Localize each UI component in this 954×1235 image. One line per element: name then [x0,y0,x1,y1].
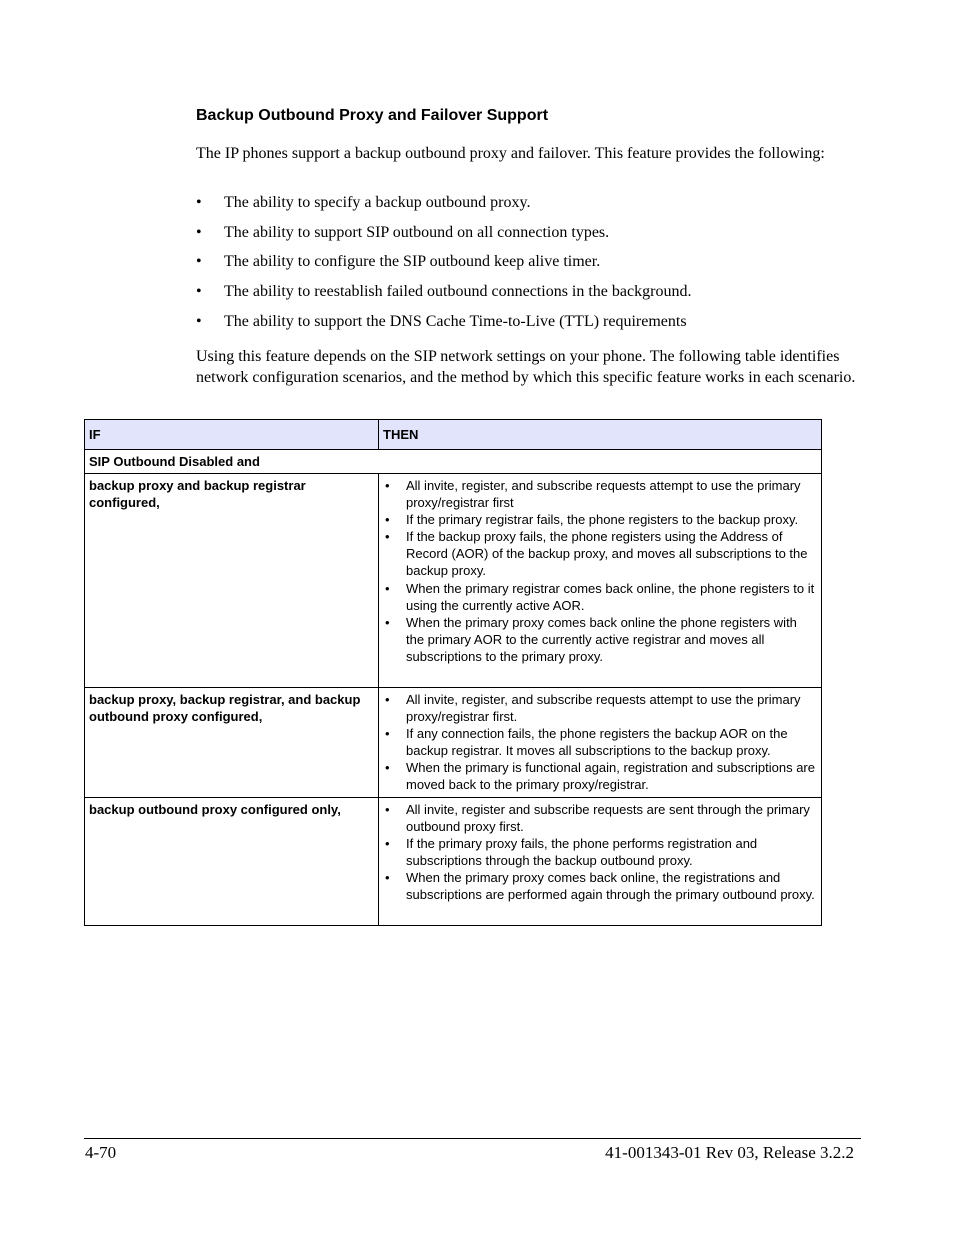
bullet-icon: • [385,580,390,596]
result-item: • When the primary proxy comes back online the phone registers with the primary AOR to the currently active registrar and moves all subscriptions to the primary proxy. [385,614,797,664]
bullet-icon: • [385,529,390,545]
intro-paragraph: The IP phones support a backup outbound proxy and failover. This feature provides the following: [196,145,825,162]
bullet-icon: • [196,253,202,271]
result-item: • All invite, register, and subscribe requests attempt to use the primary proxy/registrar first [385,478,801,511]
result-item: • When the primary registrar comes back online, the phone registers to it using the currently active AOR. [385,580,815,613]
outro-paragraph: Using this feature depends on the SIP network settings on your phone. The following table identifies network configuration scenarios, and the method by which this specific feature works in each scenario. [196,348,856,386]
bullet-icon: • [385,692,390,707]
document-id: 41-001343-01 Rev 03, Release 3.2.2 [605,1143,854,1162]
result-cell [379,688,822,798]
bullet-icon: • [385,870,390,886]
list-item: • The ability to configure the SIP outbound keep alive timer. [196,252,836,282]
list-item: • The ability to specify a backup outbound proxy. [196,193,836,223]
table-row [85,474,822,688]
list-item: • The ability to reestablish failed outbound connections in the background. [196,282,836,312]
bullet-icon: • [385,478,390,493]
header-if: IF [85,420,379,450]
table-section-row [85,450,822,474]
result-item: • All invite, register, and subscribe requests attempt to use the primary proxy/registrar first. [385,692,801,725]
result-cell [379,474,822,688]
result-item: • When the primary is functional again, registration and subscriptions are moved back to the primary proxy/registrar. [385,760,815,793]
result-item: • All invite, register and subscribe requests are sent through the primary outbound proxy first. [385,802,810,835]
condition-cell: backup proxy and backup registrar configured, [85,474,379,688]
result-item: • If the primary registrar fails, the phone registers to the backup proxy. [385,512,799,528]
table-row [85,688,822,798]
list-item: • The ability to support SIP outbound on all connection types. [196,223,836,253]
bullet-icon: • [196,283,202,301]
section-heading: Backup Outbound Proxy and Failover Support [196,107,549,124]
bullet-icon: • [385,836,390,852]
bullet-icon: • [385,614,390,630]
condition-cell: backup outbound proxy configured only, [85,798,379,926]
bullet-icon: • [385,802,390,817]
result-cell [379,798,822,926]
bullet-icon: • [385,512,390,528]
header-then: THEN [379,420,822,450]
result-item: • When the primary proxy comes back online, the registrations and subscriptions are performed again through the primary outbound proxy. [385,870,815,903]
bullet-icon: • [385,726,390,742]
condition-cell: backup proxy, backup registrar, and backup outbound proxy configured, [85,688,379,798]
bullet-icon: • [385,760,390,776]
result-item: • If any connection fails, the phone registers the backup AOR on the backup registrar. It moves all subscriptions to the backup proxy. [385,726,788,759]
list-item: • The ability to support the DNS Cache Time-to-Live (TTL) requirements [196,312,836,342]
footer-divider [84,1138,861,1139]
result-item: • If the primary proxy fails, the phone performs registration and subscriptions through the backup outbound proxy. [385,836,758,869]
table-row [85,798,822,926]
scenario-table [84,419,822,926]
page-number: 4-70 [85,1143,117,1162]
result-item: • If the backup proxy fails, the phone registers using the Address of Record (AOR) of the backup proxy, and moves all subscriptions to the backup proxy. [385,529,808,579]
feature-list [196,193,836,341]
section-label: SIP Outbound Disabled and [85,450,822,474]
bullet-icon: • [196,223,202,241]
table-header-row [85,420,822,450]
bullet-icon: • [196,312,202,330]
bullet-icon: • [196,194,202,211]
